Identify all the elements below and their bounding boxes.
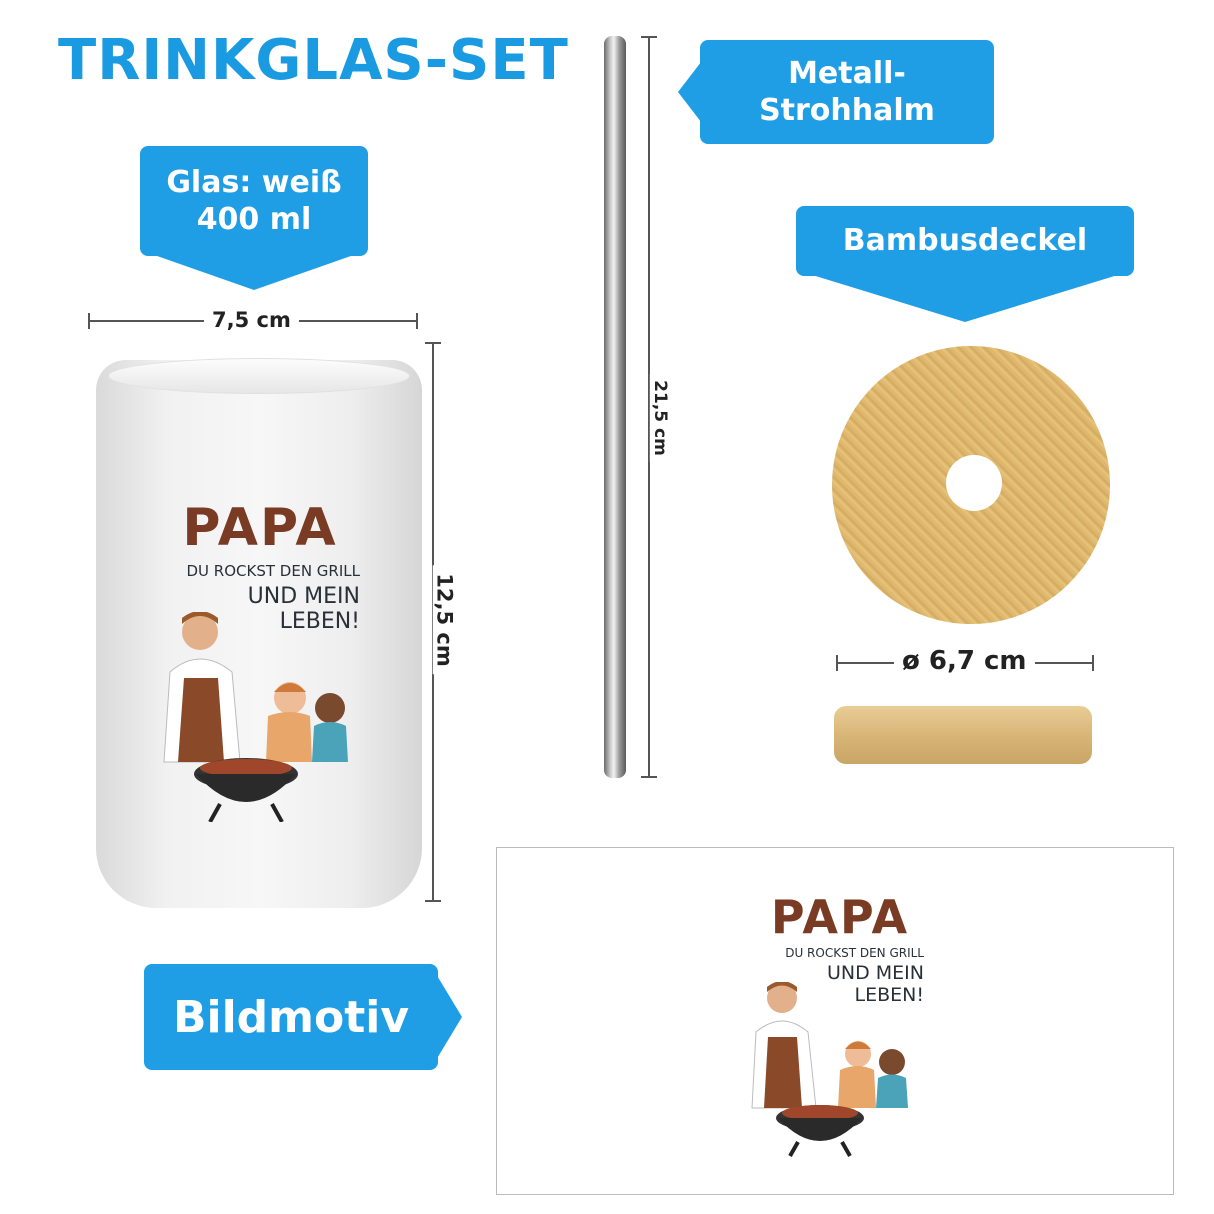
lid-callout-arrow [796,270,1134,324]
lid-callout-label: Bambusdeckel [842,223,1088,259]
metal-straw [604,36,626,778]
motif-line2: UND MEIN [826,962,924,984]
motif-callout-arrow [430,964,464,1070]
straw-length-label: 21,5 cm [650,374,670,462]
glass-width-label: 7,5 cm [204,308,299,332]
straw-callout-line1: Metall- [788,55,906,91]
glass-print-line1: DU ROCKST DEN GRILL [186,562,360,580]
page-title: TRINKGLAS-SET [58,28,569,93]
straw-callout-line2: Strohhalm [759,93,935,128]
motif-headline: PAPA [770,890,910,944]
glass-print-illustration [150,612,360,822]
glass-print-line3: LEBEN! [279,609,360,634]
glass-print-line2: UND MEIN [247,584,360,609]
glass-callout-line1: Glas: weiß [166,164,342,200]
motif-callout-label: Bildmotiv [172,991,410,1043]
glass-print-headline: PAPA [182,498,338,558]
lid-diameter-label: ø 6,7 cm [894,646,1035,676]
glass-callout-arrow [140,250,368,292]
motif-line1: DU ROCKST DEN GRILL [785,946,924,960]
motif-line3: LEBEN! [854,984,924,1006]
glass-rim [108,358,410,394]
glass-height-label: 12,5 cm [433,565,457,674]
lid-straw-hole [946,455,1002,511]
motif-illustration [740,982,916,1158]
bamboo-lid-side [834,706,1092,764]
glass-callout-line2: 400 ml [196,202,312,237]
